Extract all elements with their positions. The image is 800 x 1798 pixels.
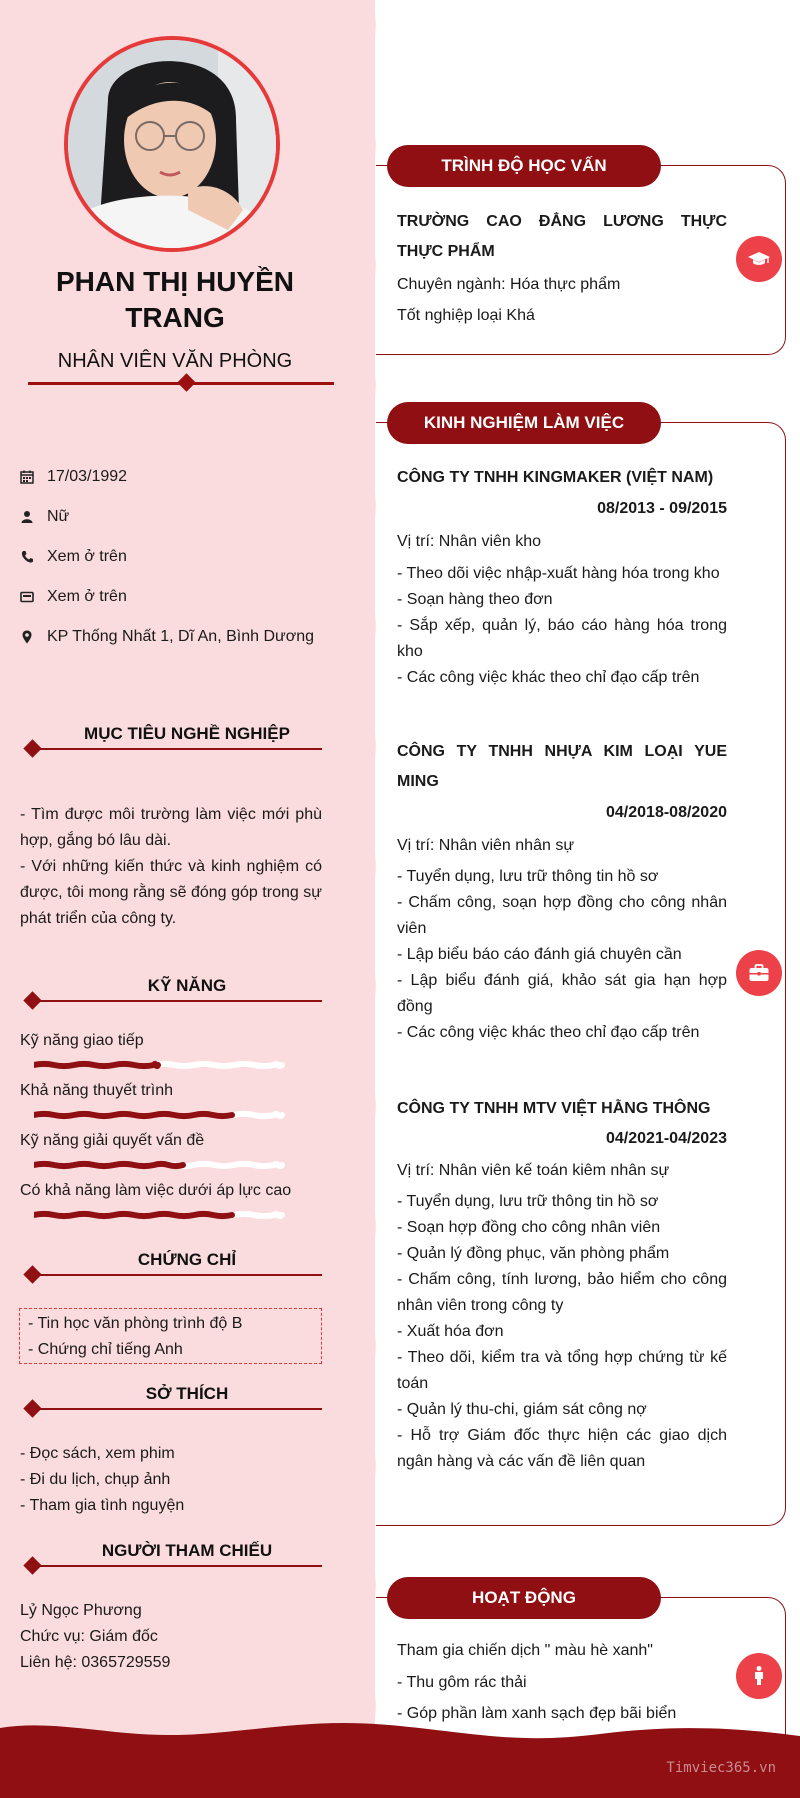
experience-heading: KINH NGHIỆM LÀM VIỆC [387, 402, 661, 444]
job-period: 08/2013 - 09/2015 [597, 500, 727, 517]
phone-icon [20, 544, 47, 570]
skill-bar-fill [34, 1164, 183, 1166]
job-period: 04/2021-04/2023 [606, 1130, 727, 1147]
duty-item: - Chấm công, tính lương, bảo hiểm cho công nhân viên trong công ty [397, 1271, 727, 1314]
hobby-item: - Đọc sách, xem phim [20, 1445, 175, 1462]
objective-text [20, 802, 322, 932]
contact-phone [20, 544, 320, 570]
skill-level-bar [34, 1109, 324, 1121]
skill-item [20, 1179, 322, 1221]
education-major: Chuyên ngành: Hóa thực phẩm [397, 276, 621, 293]
contact-address [20, 624, 320, 650]
skill-bar-fill [34, 1114, 232, 1116]
duty-item: - Tuyển dụng, lưu trữ thông tin hồ sơ [397, 868, 659, 885]
contact-gender [20, 504, 320, 530]
job-position: Vị trí: Nhân viên kho [397, 533, 542, 550]
references-heading: NGƯỜI THAM CHIẾU [22, 1541, 322, 1567]
education-grade: Tốt nghiệp loại Khá [397, 307, 535, 324]
duty-item: - Quản lý đồng phục, văn phòng phẩm [397, 1245, 670, 1262]
hobbies-heading: SỞ THÍCH [22, 1384, 322, 1410]
contact-list [20, 464, 320, 664]
footer-wave [0, 1718, 800, 1798]
briefcase-icon [736, 950, 782, 996]
hobbies-list [20, 1441, 322, 1519]
job-company: CÔNG TY TNHH KINGMAKER (VIỆT NAM) [397, 469, 714, 486]
activities-heading: HOẠT ĐỘNG [387, 1577, 661, 1619]
person-icon [20, 504, 47, 530]
duty-item: - Các công việc khác theo chỉ đạo cấp trên [397, 1024, 700, 1041]
job-duties [397, 1189, 727, 1475]
education-school: TRƯỜNG CAO ĐẲNG LƯƠNG THỰC THỰC PHẨM [397, 213, 727, 260]
skill-level-bar [34, 1159, 324, 1171]
reference-contact: Liên hệ: 0365729559 [20, 1654, 171, 1671]
location-pin-icon [20, 624, 47, 650]
skill-item [20, 1129, 322, 1171]
job-duties [397, 561, 727, 691]
duty-item: - Quản lý thu-chi, giám sát công nợ [397, 1401, 647, 1418]
contact-birthdate [20, 464, 320, 490]
activity-item: - Góp phần làm xanh sạch đẹp bãi biển [397, 1705, 677, 1722]
contact-email [20, 584, 320, 610]
skill-level-bar [34, 1059, 324, 1071]
graduation-cap-icon [736, 236, 782, 282]
contact-text: 17/03/1992 [47, 468, 128, 485]
contact-text: Xem ở trên [47, 548, 127, 565]
contact-text: KP Thống Nhất 1, Dĩ An, Bình Dương [47, 628, 314, 645]
skill-level-bar [34, 1209, 324, 1221]
duty-item: - Các công việc khác theo chỉ đạo cấp trên [397, 669, 700, 686]
reference-name: Lỷ Ngọc Phương [20, 1602, 142, 1619]
duty-item: - Sắp xếp, quản lý, báo cáo hàng hóa trong kho [397, 617, 727, 660]
avatar [64, 36, 280, 252]
job-position: Vị trí: Nhân viên kế toán kiêm nhân sự [397, 1162, 670, 1179]
duty-item: - Tuyển dụng, lưu trữ thông tin hồ sơ [397, 1193, 659, 1210]
duty-item: - Hỗ trợ Giám đốc thực hiện các giao dịch ngân hàng và các vấn đề liên quan [397, 1427, 727, 1470]
reference-position: Chức vụ: Giám đốc [20, 1628, 158, 1645]
profile-job-title: NHÂN VIÊN VĂN PHÒNG [57, 350, 293, 372]
activity-item: - Thu gôm rác thải [397, 1674, 527, 1691]
skill-label: Kỹ năng giao tiếp [20, 1032, 144, 1049]
duty-item: - Soạn hợp đồng cho công nhân viên [397, 1219, 661, 1236]
duty-item: - Chấm công, soạn hợp đồng cho công nhân viên [397, 894, 727, 937]
hobby-item: - Tham gia tình nguyện [20, 1497, 185, 1514]
certificate-item: - Chứng chỉ tiếng Anh [28, 1341, 183, 1358]
job-company: CÔNG TY TNHH NHỰA KIM LOẠI YUE MING [397, 743, 727, 790]
job-period: 04/2018-08/2020 [606, 804, 727, 821]
skill-bar-fill [34, 1214, 232, 1216]
watermark: Timviec365.vn [666, 1760, 776, 1776]
duty-item: - Lập biểu đánh giá, khảo sát gia hạn hợp đồng [397, 972, 727, 1015]
calendar-icon [20, 464, 47, 490]
duty-item: - Theo dõi việc nhập-xuất hàng hóa trong kho [397, 565, 720, 582]
objective-heading: MỤC TIÊU NGHỀ NGHIỆP [22, 724, 322, 750]
job-position: Vị trí: Nhân viên nhân sự [397, 837, 575, 854]
job-company: CÔNG TY TNHH MTV VIỆT HẰNG THÔNG [397, 1100, 711, 1117]
duty-item: - Theo dõi, kiểm tra và tổng hợp chứng từ kế toán [397, 1349, 727, 1392]
objective-line: - Tìm được môi trường làm việc mới phù hợp, gắng bó lâu dài. [20, 806, 322, 849]
skill-label: Khả năng thuyết trình [20, 1082, 173, 1099]
references-list [20, 1598, 322, 1676]
skill-label: Kỹ năng giải quyết vấn đề [20, 1132, 205, 1149]
person-standing-icon [736, 1653, 782, 1699]
skill-item [20, 1029, 322, 1071]
certificate-item: - Tin học văn phòng trình độ B [28, 1315, 243, 1332]
certificates-heading: CHỨNG CHỈ [22, 1250, 322, 1276]
duty-item: - Soạn hàng theo đơn [397, 591, 553, 608]
profile-name: PHAN THỊ HUYỀN TRANG [55, 266, 294, 333]
objective-line: - Với những kiến thức và kinh nghiệm có được, tôi mong rằng sẽ đóng góp trong sự phát triển của công ty. [20, 858, 322, 927]
job-duties [397, 864, 727, 1046]
contact-text: Nữ [47, 508, 70, 525]
duty-item: - Xuất hóa đơn [397, 1323, 504, 1340]
skill-bar-fill [34, 1064, 158, 1066]
education-heading: TRÌNH ĐỘ HỌC VẤN [387, 145, 661, 187]
skills-heading: KỸ NĂNG [22, 976, 322, 1002]
email-icon [20, 584, 47, 610]
duty-item: - Lập biểu báo cáo đánh giá chuyên cần [397, 946, 682, 963]
skill-item [20, 1079, 322, 1121]
certificates-list [19, 1308, 322, 1364]
activity-title: Tham gia chiến dịch " màu hè xanh" [397, 1642, 653, 1659]
skill-label: Có khả năng làm việc dưới áp lực cao [20, 1182, 292, 1199]
hobby-item: - Đi du lịch, chụp ảnh [20, 1471, 171, 1488]
contact-text: Xem ở trên [47, 588, 127, 605]
